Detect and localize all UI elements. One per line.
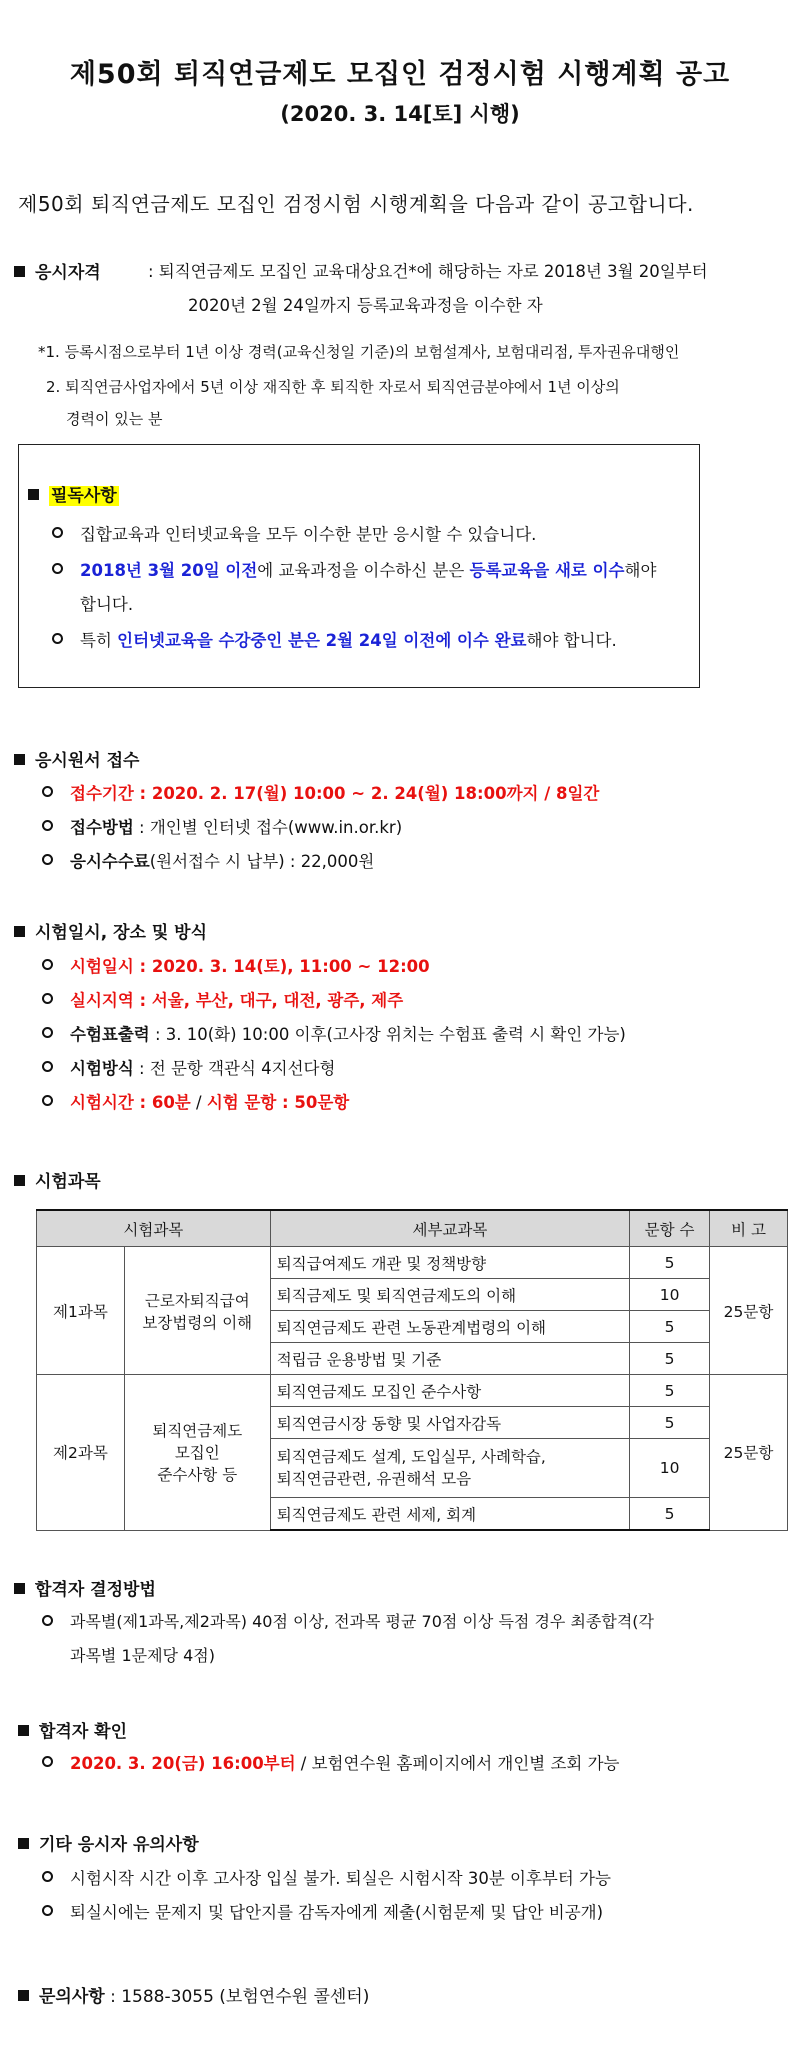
result-heading: 합격자 확인 (18, 1717, 127, 1742)
subject-detail: 퇴직연금제도 설계, 도입실무, 사례학습, 퇴직연금관련, 유권해석 모음 (270, 1439, 629, 1498)
eligibility-line2: 2020년 2월 24일까지 등록교육과정을 이수한 자 (188, 296, 543, 315)
subject-detail: 적립금 운용방법 및 기준 (270, 1343, 629, 1375)
subject-note: 25문항 (710, 1375, 788, 1531)
circle-bullet-icon (42, 786, 53, 797)
subject-note: 25문항 (710, 1247, 788, 1375)
question-count: 10 (630, 1279, 710, 1311)
square-bullet-icon (14, 754, 25, 765)
exam-time: 시험시간 : 60분 / 시험 문항 : 50문항 (70, 1093, 350, 1112)
subject-group-name: 제1과목 (37, 1247, 125, 1375)
question-count: 5 (630, 1407, 710, 1439)
question-count: 10 (630, 1439, 710, 1498)
subjects-table (36, 1209, 788, 1531)
table-row (37, 1247, 788, 1279)
application-heading: 응시원서 접수 (14, 746, 139, 771)
circle-bullet-icon (42, 1027, 53, 1038)
question-count: 5 (630, 1311, 710, 1343)
table-header: 세부교과목 (270, 1210, 629, 1247)
subject-detail: 퇴직연금시장 동향 및 사업자감독 (270, 1407, 629, 1439)
square-bullet-icon (14, 266, 25, 277)
circle-bullet-icon (52, 527, 63, 538)
result-line: 2020. 3. 20(금) 16:00부터 / 보험연수원 홈페이지에서 개인별 조회 가능 (70, 1754, 620, 1773)
table-header: 시험과목 (37, 1210, 271, 1247)
notice-item2-cont: 합니다. (80, 595, 134, 614)
subject-group-name: 제2과목 (37, 1375, 125, 1531)
square-bullet-icon (14, 1175, 25, 1186)
square-bullet-icon (14, 1583, 25, 1594)
exam-method: 시험방식 : 전 문항 객관식 4지선다형 (70, 1059, 336, 1078)
circle-bullet-icon (42, 1871, 53, 1882)
square-bullet-icon (14, 926, 25, 937)
question-count: 5 (630, 1247, 710, 1279)
circle-bullet-icon (42, 1061, 53, 1072)
application-fee: 응시수수료(원서접수 시 납부) : 22,000원 (70, 852, 375, 871)
table-header: 문항 수 (630, 1210, 710, 1247)
circle-bullet-icon (42, 1905, 53, 1916)
pass-line2: 과목별 1문제당 4점) (70, 1646, 215, 1665)
notice-item2: 2018년 3월 20일 이전에 교육과정을 이수하신 분은 등록교육을 새로 이수해야 (80, 561, 657, 580)
question-count: 5 (630, 1498, 710, 1531)
eligibility-footnote2: 2. 퇴직연금사업자에서 5년 이상 재직한 후 퇴직한 자로서 퇴직연금분야에서 1년 이상의 (46, 378, 620, 396)
other-line1: 시험시작 시간 이후 고사장 입실 불가. 퇴실은 시험시작 30분 이후부터 가능 (70, 1869, 611, 1888)
circle-bullet-icon (52, 563, 63, 574)
subject-detail: 퇴직금제도 및 퇴직연금제도의 이해 (270, 1279, 629, 1311)
question-count: 5 (630, 1343, 710, 1375)
table-header: 비 고 (710, 1210, 788, 1247)
other-line2: 퇴실시에는 문제지 및 답안지를 감독자에게 제출(시험문제 및 답안 비공개) (70, 1903, 604, 1922)
table-header-row (37, 1210, 788, 1247)
application-method: 접수방법 : 개인별 인터넷 접수(www.in.or.kr) (70, 818, 403, 837)
pass-line1: 과목별(제1과목,제2과목) 40점 이상, 전과목 평균 70점 이상 득점 경우 최종합격(각 (70, 1612, 654, 1631)
eligibility-line1: : 퇴직연금제도 모집인 교육대상요건*에 해당하는 자로 2018년 3월 20일부터 (148, 262, 708, 281)
question-count: 5 (630, 1375, 710, 1407)
exam-region: 실시지역 : 서울, 부산, 대구, 대전, 광주, 제주 (70, 991, 404, 1010)
subject-detail: 퇴직급여제도 개관 및 정책방향 (270, 1247, 629, 1279)
subject-group-title: 퇴직연금제도 모집인 준수사항 등 (124, 1375, 270, 1531)
circle-bullet-icon (52, 633, 63, 644)
notice-item1: 집합교육과 인터넷교육을 모두 이수한 분만 응시할 수 있습니다. (80, 525, 537, 544)
exam-heading: 시험일시, 장소 및 방식 (14, 918, 207, 943)
intro-text: 제50회 퇴직연금제도 모집인 검정시험 시행계획을 다음과 같이 공고합니다. (18, 192, 694, 216)
exam-ticket: 수험표출력 : 3. 10(화) 10:00 이후(고사장 위치는 수험표 출력 시 확인 가능) (70, 1025, 626, 1044)
eligibility-heading: 응시자격 (14, 258, 101, 283)
square-bullet-icon (18, 1838, 29, 1849)
square-bullet-icon (18, 1990, 29, 2001)
subject-detail: 퇴직연금제도 모집인 준수사항 (270, 1375, 629, 1407)
subject-detail: 퇴직연금제도 관련 노동관계법령의 이해 (270, 1311, 629, 1343)
circle-bullet-icon (42, 854, 53, 865)
contact-line: 문의사항 : 1588-3055 (보험연수원 콜센터) (18, 1982, 369, 2007)
application-period: 접수기간 : 2020. 2. 17(월) 10:00 ~ 2. 24(월) 18:00까지 / 8일간 (70, 784, 600, 803)
notice-item3: 특히 인터넷교육을 수강중인 분은 2월 24일 이전에 이수 완료해야 합니다. (80, 631, 617, 650)
circle-bullet-icon (42, 1756, 53, 1767)
circle-bullet-icon (42, 820, 53, 831)
eligibility-footnote2-cont: 경력이 있는 분 (66, 410, 163, 428)
square-bullet-icon (18, 1725, 29, 1736)
notice-heading: 필독사항 (28, 481, 119, 506)
exam-date: 시험일시 : 2020. 3. 14(토), 11:00 ~ 12:00 (70, 957, 430, 976)
page-subtitle: (2020. 3. 14[토] 시행) (280, 102, 520, 126)
circle-bullet-icon (42, 993, 53, 1004)
eligibility-footnote1: *1. 등록시점으로부터 1년 이상 경력(교육신청일 기준)의 보험설계사, 보험대리점, 투자권유대행인 (38, 343, 680, 361)
square-bullet-icon (28, 489, 39, 500)
table-row (37, 1375, 788, 1407)
page-title: 제50회 퇴직연금제도 모집인 검정시험 시행계획 공고 (69, 59, 731, 90)
pass-heading: 합격자 결정방법 (14, 1575, 156, 1600)
subjects-heading: 시험과목 (14, 1167, 101, 1192)
circle-bullet-icon (42, 1095, 53, 1106)
other-heading: 기타 응시자 유의사항 (18, 1830, 199, 1855)
subject-detail: 퇴직연금제도 관련 세제, 회계 (270, 1498, 629, 1531)
subject-group-title: 근로자퇴직급여 보장법령의 이해 (124, 1247, 270, 1375)
circle-bullet-icon (42, 959, 53, 970)
circle-bullet-icon (42, 1615, 53, 1626)
